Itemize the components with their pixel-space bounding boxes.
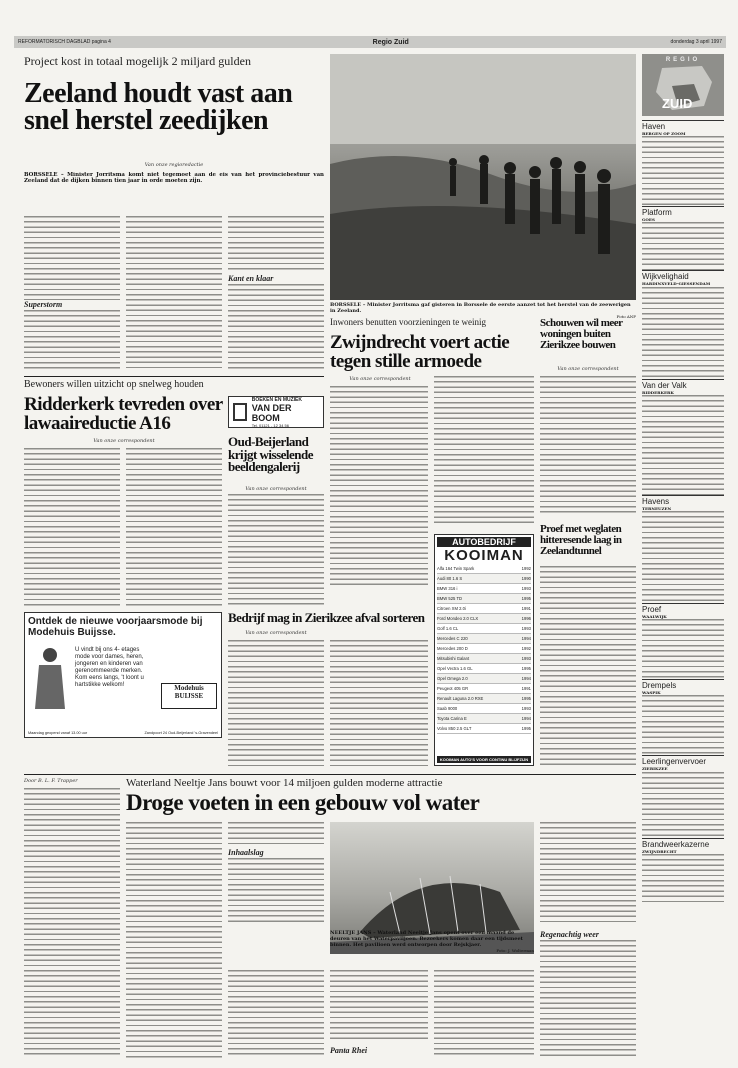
kooiman-row-year: 1992 [521,646,531,651]
kooiman-row [437,624,531,634]
photo-scene [330,54,636,300]
kooiman-row [437,704,531,714]
lead-byline: Van onze regioredactie [144,162,204,168]
sidebar-head-havens: Havens [642,495,724,506]
bottom-col1 [24,788,120,1058]
kooiman-row-year: 1995 [521,666,531,671]
kooiman-row-year: 1993 [521,706,531,711]
sidebar-text-3 [642,287,724,379]
kooiman-row-car: BMW 316 i [437,586,458,591]
oudbeijerland-byline: Van onze correspondent [245,486,307,492]
lead-subhead-kant: Kant en klaar [228,274,274,283]
kooiman-footer: KOOIMAN AUTO'S VOOR CONTINU BLIJFZIJN [437,756,531,763]
kooiman-row [437,644,531,654]
buijsse-body: U vindt bij ons 4- etages mode voor dames, heren, jongeren en kinderen van gerenommeerde merken. Kom eens langs, 't loont u hartstikke welkom! [75,647,144,688]
buijsse-ad [24,612,222,738]
sidebar-text-4 [642,395,724,495]
kooiman-row [437,584,531,594]
bottom-col5 [434,970,534,1058]
bottom-kicker: Waterland Neeltje Jans bouwt voor 14 miljoen gulden moderne attractie [126,778,443,789]
photo1-credit: Foto ANP [616,314,636,319]
bottom-col3c [228,970,324,1058]
sidebar-text-7 [642,695,724,755]
kooiman-row-car: Mitsubishi Galant [437,656,470,661]
regio-zuid-label: ZUID [662,96,693,111]
lead-col3-text [228,216,324,270]
books-ad-line3: Tel. 01121 - 12 34 56 [251,422,290,428]
sidebar-head-proef: Proef [642,603,724,614]
bottom-credit: Foto: J. Wolterman [496,948,534,953]
schouwen-byline: Van onze correspondent [557,366,619,372]
kooiman-row-car: Audi 80 1.6 S [437,576,463,581]
kooiman-row [437,684,531,694]
bottom-col3b [228,858,324,924]
ridderkerk-headline: Ridderkerk tevreden over lawaaireductie A16 [24,396,223,434]
header-right: donderdag 3 april 1997 [670,39,722,45]
sidebar-text-8 [642,772,724,838]
kooiman-row [437,594,531,604]
borssele-photo [330,54,636,300]
kooiman-row-car: Peugeot 405 GR [437,686,469,691]
sidebar-place-bergen: BERGEN OP ZOOM [642,131,686,136]
buijsse-logo: Modehuis BUIJSSE [161,683,217,709]
kooiman-row-year: 1995 [521,596,531,601]
bedrijf-headline: Bedrijf mag in Zierikzee afval sorteren [228,612,425,625]
bottom-subhead-regen: Regenachtig weer [540,930,599,939]
sidebar-head-haven: Haven [642,120,724,131]
zwijndrecht-col1 [330,386,428,586]
kooiman-row-year: 1994 [521,716,531,721]
books-ad-text [252,397,321,428]
ridderkerk-kicker: Bewoners willen uitzicht op snelweg houden [24,380,204,390]
lead-col3-text-2 [228,284,324,370]
lead-intro-text: – Minister Jorritsma komt niet tegemoet aan de eis van het provinciebestuur van Zeeland dat de dijken binnen tien jaar in orde moeten zijn. [24,172,324,185]
lead-headline: Zeeland houdt vast aan snel herstel zeedijken [24,80,293,135]
kooiman-row [437,634,531,644]
kooiman-row-car: Ford Mondeo 2.0 CLX [437,616,479,621]
kooiman-row-year: 1991 [521,686,531,691]
lead-col1-text [24,216,120,300]
lead-subhead-superstorm: Superstorm [24,300,63,309]
kooiman-row [437,674,531,684]
lead-intro-label: BORSSELE [24,172,58,178]
sidebar-text-1 [642,136,724,206]
weglaten-text [540,566,636,766]
bottom-col6a [540,822,636,926]
kooiman-row [437,664,531,674]
sidebar-text-9 [642,854,724,904]
sidebar-place-ridderkerk: RIDDERKERK [642,389,674,395]
bottom-subhead-panta: Panta Rhei [330,1046,368,1055]
kooiman-row-year: 1990 [521,576,531,581]
kooiman-row-year: 1994 [521,636,531,641]
kooiman-row-year: 1994 [521,676,531,681]
bottom-col6b [540,940,636,1058]
books-ad [228,396,324,428]
zwijndrecht-kicker: Inwoners benutten voorzieningen te weinig [330,318,486,327]
sidebar-text-2 [642,222,724,270]
bottom-headline: Droge voeten in een gebouw vol water [126,792,480,815]
sidebar-place-terneuzen: TERNEUZEN [642,505,672,511]
kooiman-row [437,654,531,664]
photo1-caption-text: BORSSELE – Minister Jorritsma gaf gisteren in Borssele de eerste aanzet tot het herstel van de zeewerigen in Zeeland. [330,302,631,314]
bedrijf-byline: Van onze correspondent [245,630,307,636]
kooiman-row-car: Opel Omega 2.0 [437,676,468,681]
sidebar-head-platform: Platform [642,206,724,217]
ridderkerk-byline: Van onze correspondent [93,438,155,444]
zwijndrecht-byline: Van onze correspondent [349,376,411,382]
kooiman-row-year: 1993 [521,626,531,631]
ridderkerk-col1 [24,448,120,608]
sidebar-place-waalwijk: WAALWIJK [642,614,667,620]
divider [24,774,636,775]
kooiman-row-year: 1991 [521,606,531,611]
kooiman-row-car: Toyota Carina E [437,716,467,721]
bottom-caption [228,930,534,954]
kooiman-row-year: 1995 [521,696,531,701]
kooiman-row-car: BMW 525 TD [437,596,463,601]
divider [24,376,324,377]
bottom-col2 [126,822,222,1058]
woman-figure-icon [29,645,71,711]
kooiman-row-car: Renault Laguna 2.0 RXE [437,696,484,701]
lead-col1-text-2 [24,310,120,370]
bottom-col4 [330,970,428,1042]
kooiman-row-car: Alfa 164 Twin Spark [437,566,475,571]
kooiman-row-year: 1992 [521,566,531,571]
regio-banner [642,54,724,116]
sidebar-place-zwijndrecht: ZWIJNDRECHT [642,848,677,854]
sidebar-place-waspik: WASPIK [642,690,661,696]
regio-label: REGIO [665,57,701,63]
kooiman-row [437,694,531,704]
schouwen-headline: Schouwen wil meer woningen buiten Zierikzee bouwen [540,318,623,351]
kooiman-rows [437,564,531,734]
kooiman-row-car: Opel Vectra 1.6 GL [437,666,473,671]
kooiman-row [437,714,531,724]
bottom-col3a [228,822,324,844]
zwijndrecht-col2 [434,376,534,526]
bedrijf-col1 [228,640,324,766]
kooiman-row-year: 1993 [521,586,531,591]
sidebar-place-hardinxveld: HARDINXVELD-GIESSENDAM [642,281,711,287]
kooiman-row-car: Volvo 850 2.5 GLT [437,726,472,731]
kooiman-row-car: Citroen XM 2.0i [437,606,466,611]
oudbeijerland-headline: Oud-Beijerland krijgt wisselende beeldengalerij [228,436,314,475]
kooiman-row-car: Mercedes 200 D [437,646,468,651]
kooiman-name: KOOIMAN [444,547,524,564]
ridderkerk-col2 [126,448,222,608]
sidebar-head-valk: Van der Valk [642,379,724,390]
sidebar-place-goes: GOES [642,217,655,223]
kooiman-row [437,614,531,624]
lead-kicker: Project kost in totaal mogelijk 2 miljard gulden [24,55,251,68]
kooiman-brand: AUTOBEDRIJF [437,537,531,547]
buijsse-footer-left: Maandag geopend vanaf 13.00 uur [28,731,88,735]
weglaten-headline: Proef met weglaten hitteresende laag in Zeelandtunnel [540,524,622,557]
kooiman-row [437,574,531,584]
bottom-caption-text: NEELTJE JANS – Waterland Neeltje Jans opent over een maand de deuren van het Waterpaviljoen. Bezoekers komen daar een tijdsmeet binnen. Het pavilioen werd ontworpen door Rejskjaer. [330,930,523,948]
sidebar-text-6 [642,619,724,679]
sidebar-head-drempels: Drempels [642,679,724,690]
book-icon [231,401,249,423]
sidebar-text-5 [642,511,724,603]
bottom-byline: Door B. L. F. Trapper [24,778,78,784]
lead-intro [24,172,324,184]
kooiman-row-year: 1995 [521,726,531,731]
buijsse-headline: Ontdek de nieuwe voorjaarsmode bij Modehuis Buijsse. [28,616,203,638]
kooiman-row-car: Golf 1.6 CL [437,626,459,631]
kooiman-row [437,604,531,614]
page-header [14,36,726,48]
kooiman-row [437,564,531,574]
bedrijf-col2 [330,640,428,766]
books-ad-line1: BOEKEN EN MUZIEK [251,396,302,403]
oudbeijerland-text [228,494,324,608]
header-left: REFORMATORISCH DAGBLAD pagina 4 [18,39,111,45]
kooiman-row-car: Saab 9000 [437,706,458,711]
buijsse-footer [28,731,218,735]
sidebar [642,120,724,1060]
buijsse-footer-right: Zandpoort 24 Oud-Beijerland 's-Gravendeel [144,731,218,735]
zwijndrecht-headline: Zwijndrecht voert actie tegen stille armoede [330,334,510,372]
sidebar-head-leerlingen: Leerlingenvervoer [642,755,724,766]
kooiman-ad [434,534,534,766]
schouwen-text [540,376,636,516]
kooiman-row-car: Mercedes C 220 [437,636,468,641]
header-center: Regio Zuid [372,38,409,46]
kooiman-row [437,724,531,734]
bottom-subhead-inhaalslag: Inhaalslag [228,848,264,857]
sidebar-head-wijk: Wijkvelighaid [642,270,724,281]
sidebar-head-brandweer: Brandweerkazerne [642,838,724,849]
lead-col2-text [126,216,222,370]
kooiman-row-year: 1993 [521,656,531,661]
books-ad-line2: VAN DER BOOM [251,402,292,423]
sidebar-place-zierikzee: ZIERIKZEE [642,766,668,772]
kooiman-row-year: 1996 [521,616,531,621]
